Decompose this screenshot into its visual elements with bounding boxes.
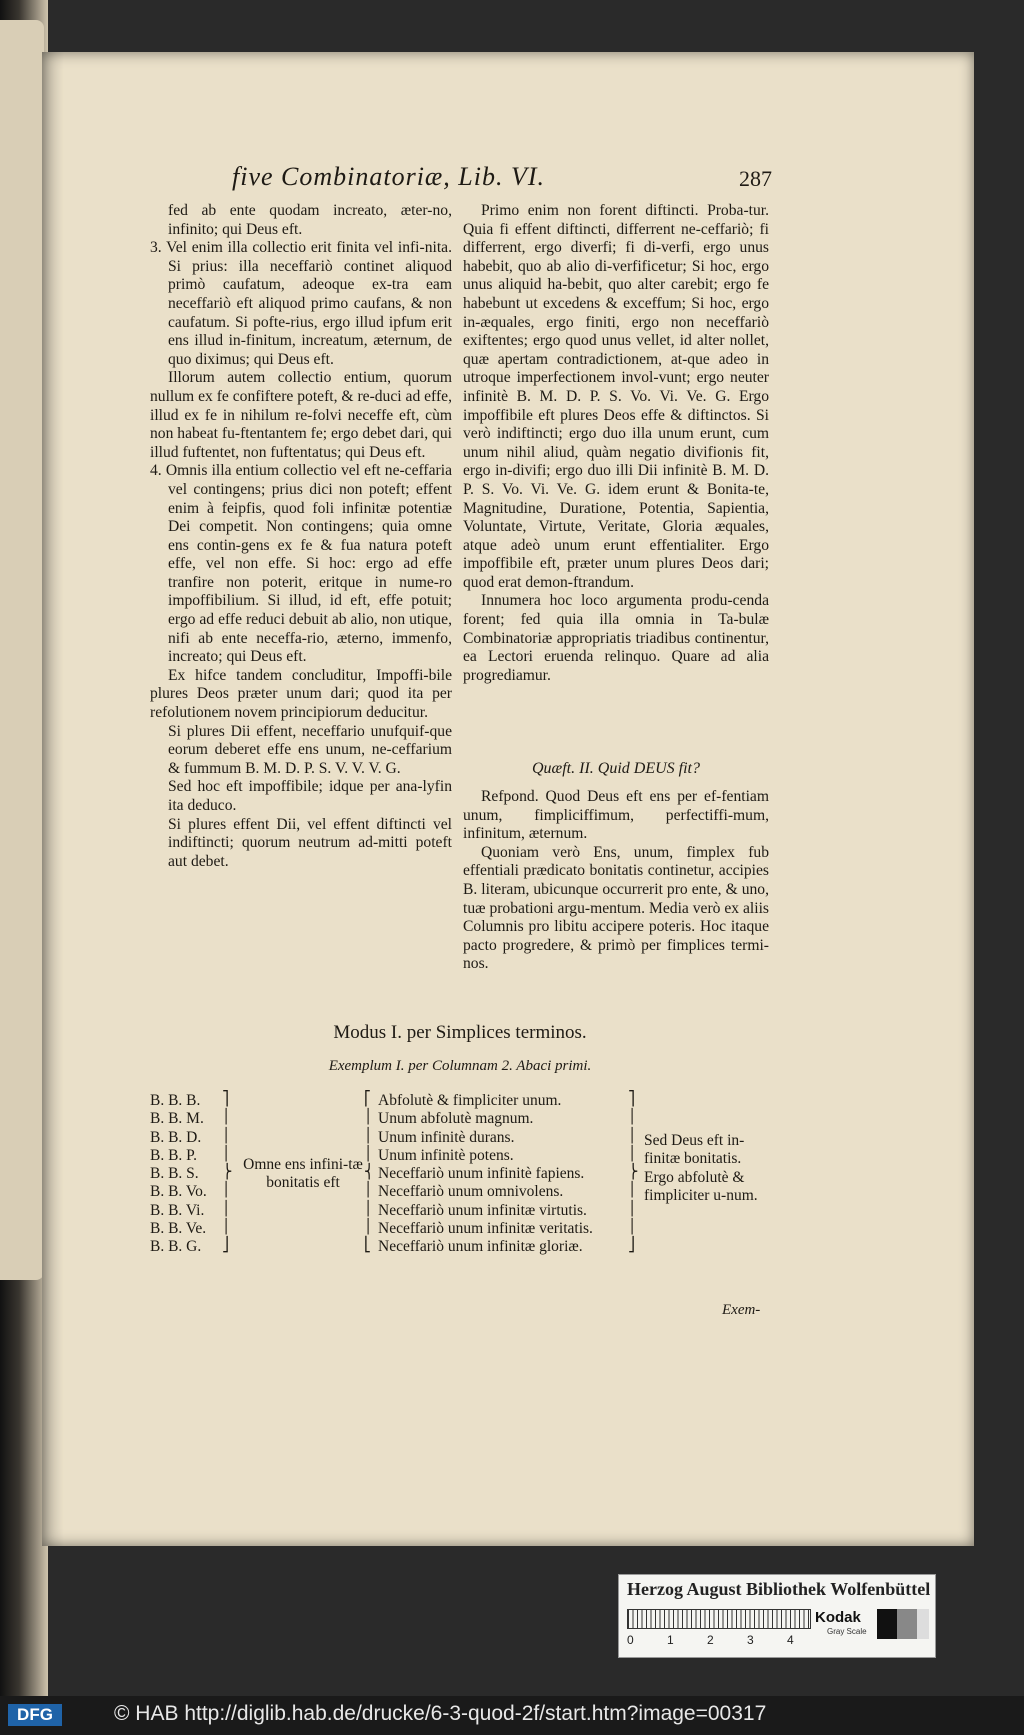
page-gutter-shadow — [42, 52, 64, 1546]
tick-label: 3 — [747, 1633, 754, 1647]
page-number: 287 — [739, 166, 772, 191]
right-brace-1: ⎤ │ │ │ ⎬ │ │ │ ⎦ — [222, 1091, 233, 1254]
letter-triad: B. B. S. — [150, 1165, 199, 1183]
paragraph: 3. Vel enim illa collectio erit finita vel infi-nita. Si prius: illa neceffariò continet aliquod primò caufatum, adeoque ex-tra eam neceffariò eft aliquod primo caufans, & non caufatum. Si pofte-rius, ergo illud ipfum erit ens illud in-finitum, increatum, æternum, de quo diximus; qui Deus eft. — [150, 239, 452, 368]
predicate-line: Unum infinitè durans. — [378, 1128, 515, 1146]
letter-triad: B. B. P. — [150, 1146, 197, 1164]
library-name: Herzog August Bibliothek Wolfenbüttel — [627, 1579, 931, 1599]
kodak-logo: Kodak — [815, 1609, 861, 1626]
predicate-line: Unum abfolutè magnum. — [378, 1110, 534, 1128]
predicates-column — [378, 1092, 593, 1257]
left-text-column — [150, 202, 452, 871]
paragraph: Ex hifce tandem concluditur, Impoffi-bile plures Deos præter unum dari; quod ita per refolutionem novem principiorum deducitur. — [150, 666, 452, 722]
gray-patch-dark — [877, 1609, 897, 1639]
gray-scale-label: Gray Scale — [827, 1627, 867, 1636]
facing-page — [0, 20, 44, 1280]
right-text-column-2 — [463, 788, 769, 974]
copyright-link[interactable]: © HAB http://diglib.hab.de/drucke/6-3-quod-2f/start.htm?image=00317 — [114, 1702, 767, 1725]
paragraph: Quoniam verò Ens, unum, fimplex fub effentiali prædicato bonitatis continetur, accipies B. literam, ubicunque occurrerit pro ente, & uno, tuæ probationi argu-mentum. Media verò ex aliis Columnis pro libitu accipere poteris. Hoc itaque pacto progredere, & primò per fimplices termi-nos. — [463, 843, 769, 973]
predicate-line: Neceffariò unum infinitæ gloriæ. — [378, 1238, 583, 1256]
gray-patch-mid — [897, 1609, 917, 1639]
library-scale-card — [618, 1574, 936, 1658]
question-heading: Quæft. II. Quid DEUS fit? — [532, 760, 700, 777]
paragraph: Refpond. Quod Deus eft ens per ef-fentiam unum, fimpliciffimum, perfectiffi-mum, infinitum, æternum. — [463, 788, 769, 843]
predicate-line: Neceffariò unum infinitè fapiens. — [378, 1165, 585, 1183]
letter-triad: B. B. B. — [150, 1092, 201, 1109]
facing-page-edge — [0, 0, 48, 1735]
tick-label: 1 — [667, 1633, 674, 1647]
gray-patch-light — [917, 1609, 929, 1639]
letter-triad: B. B. G. — [150, 1238, 202, 1256]
right-brace-2: ⎤ │ │ │ ⎬ │ │ │ ⎦ — [628, 1091, 639, 1254]
paragraph: Innumera hoc loco argumenta produ-cenda forent; fed quia illa omnia in Ta-bulæ Combinatoriæ appropriatis triadibus continentur, ea Lectori eruenda relinquo. Quare ad alia progrediamur. — [463, 592, 769, 684]
letters-column — [150, 1092, 207, 1257]
letter-triad: B. B. M. — [150, 1110, 204, 1128]
left-brace-1: ⎡ │ │ │ ⎨ │ │ │ ⎣ — [364, 1091, 375, 1254]
example-title: Exemplum I. per Columnam 2. Abaci primi. — [328, 1058, 592, 1074]
paragraph: Sed hoc eft impoffibile; idque per ana-lyfin ita deduco. — [168, 778, 452, 814]
predicate-line: Abfolutè & fimpliciter unum. — [378, 1092, 562, 1109]
tick-label: 4 — [787, 1633, 794, 1647]
paragraph: fed ab ente quodam increato, æter-no, infinito; qui Deus eft. — [168, 202, 452, 238]
letter-triad: B. B. D. — [150, 1128, 202, 1146]
dfg-logo: DFG — [8, 1704, 62, 1726]
letter-triad: B. B. Vo. — [150, 1183, 207, 1201]
paragraph: 4. Omnis illa entium collectio vel eft ne-ceffaria vel contingens; prius dici non poteft; effent enim à feipfis, quod foli infinitæ potentiæ Dei competit. Non contingens; quia omne ens contin-gens ex fe & fua natura poteft effe, vel non effe. Si hoc: ergo ad effe tranfire non poterit, eritque in nume-ro impoffibilium. Si illud, id eft, effe potuit; ergo ad effe reduci debuit ab alio, non utique, nifi ab ente neceffa-rio, æterno, immenfo, increato; qui Deus eft. — [150, 462, 452, 666]
predicate-line: Neceffariò unum omnivolens. — [378, 1183, 564, 1201]
page-header — [232, 162, 772, 198]
predicate-line: Neceffariò unum infinitæ virtutis. — [378, 1201, 587, 1219]
letter-triad: B. B. Ve. — [150, 1220, 207, 1238]
paragraph: Primo enim non forent diftincti. Proba-tur. Quia fi effent diftincti, differrent ne-ceffariò; fi differrent, ergo diverfi; fi di-verfi, ergo unus habebit, quo ab alio di-verfificetur; Si hoc, ergo unus aliquid ha-bebit, quo alter carebit; ergo fe habebunt ut excedens & exceffum; Si hoc, ergo in-æquales, ergo finiti, ergo non neceffariò exiftentes; ergo quod unus vellet, id alter nollet, quæ apertam contradictionem, at-que adeo in utroque imperfectionem invol-vunt; ergo neuter infinitè B. M. D. P. S. Vo. Vi. Ve. G. Ergo impoffibile eft plures Deos effe & diftinctos. Si verò indiftincti; ergo duo illa unum erunt, cum unum nihil aliud, quàm negatio divifionis fit, ergo in-divifi; ergo duo illi Dii infinitè B. M. D. P. S. Vo. Vi. Ve. G. idem erunt & Bonita-te, Magnitudine, Duratione, Potentia, Sapientia, Voluntate, Virtute, Veritate, Gloria æquales, atque adeò unum erunt effentialiter. Ergo impoffibile eft, præter unum plures Deos dari; quod erat demon-ftrandum. — [463, 202, 769, 591]
catchword: Exem- — [722, 1302, 761, 1318]
letter-triad: B. B. Vi. — [150, 1201, 205, 1219]
conclusion-text: Sed Deus eft in-finitæ bonitatis. Ergo abfolutè & fimpliciter u-num. — [644, 1132, 758, 1204]
tick-label: 0 — [627, 1633, 634, 1647]
running-title: five Combinatoriæ, Lib. VI. — [232, 162, 545, 191]
viewer-footer — [0, 1696, 1024, 1735]
scale-ruler — [627, 1609, 811, 1629]
tick-label: 2 — [707, 1633, 714, 1647]
subject-term: Omne ens infini-tæ bonitatis eft — [243, 1156, 363, 1192]
predicate-line: Unum infinitè potens. — [378, 1146, 514, 1164]
predicate-line: Neceffariò unum infinitæ veritatis. — [378, 1220, 593, 1238]
right-text-column — [463, 202, 769, 685]
paragraph: Si plures Dii effent, neceffario unufquif-que eorum deberet effe ens unum, ne-ceffarium & fummum B. M. D. P. S. V. V. V. G. — [168, 722, 452, 777]
paragraph: Si plures effent Dii, vel effent diftincti vel indiftincti; quorum neutrum ad-mitti poteft aut debet. — [168, 815, 452, 870]
section-title: Modus I. per Simplices terminos. — [333, 1022, 587, 1043]
paragraph: Illorum autem collectio entium, quorum nullum ex fe confiftere poteft, & re-duci ad effe, illud ex fe in nihilum re-folvi neceffe eft, cùm non habeat fu-ftentantem fe; ergo debet dari, qui illud fuftentet, non fuftentatus; qui Deus eft. — [150, 369, 452, 461]
